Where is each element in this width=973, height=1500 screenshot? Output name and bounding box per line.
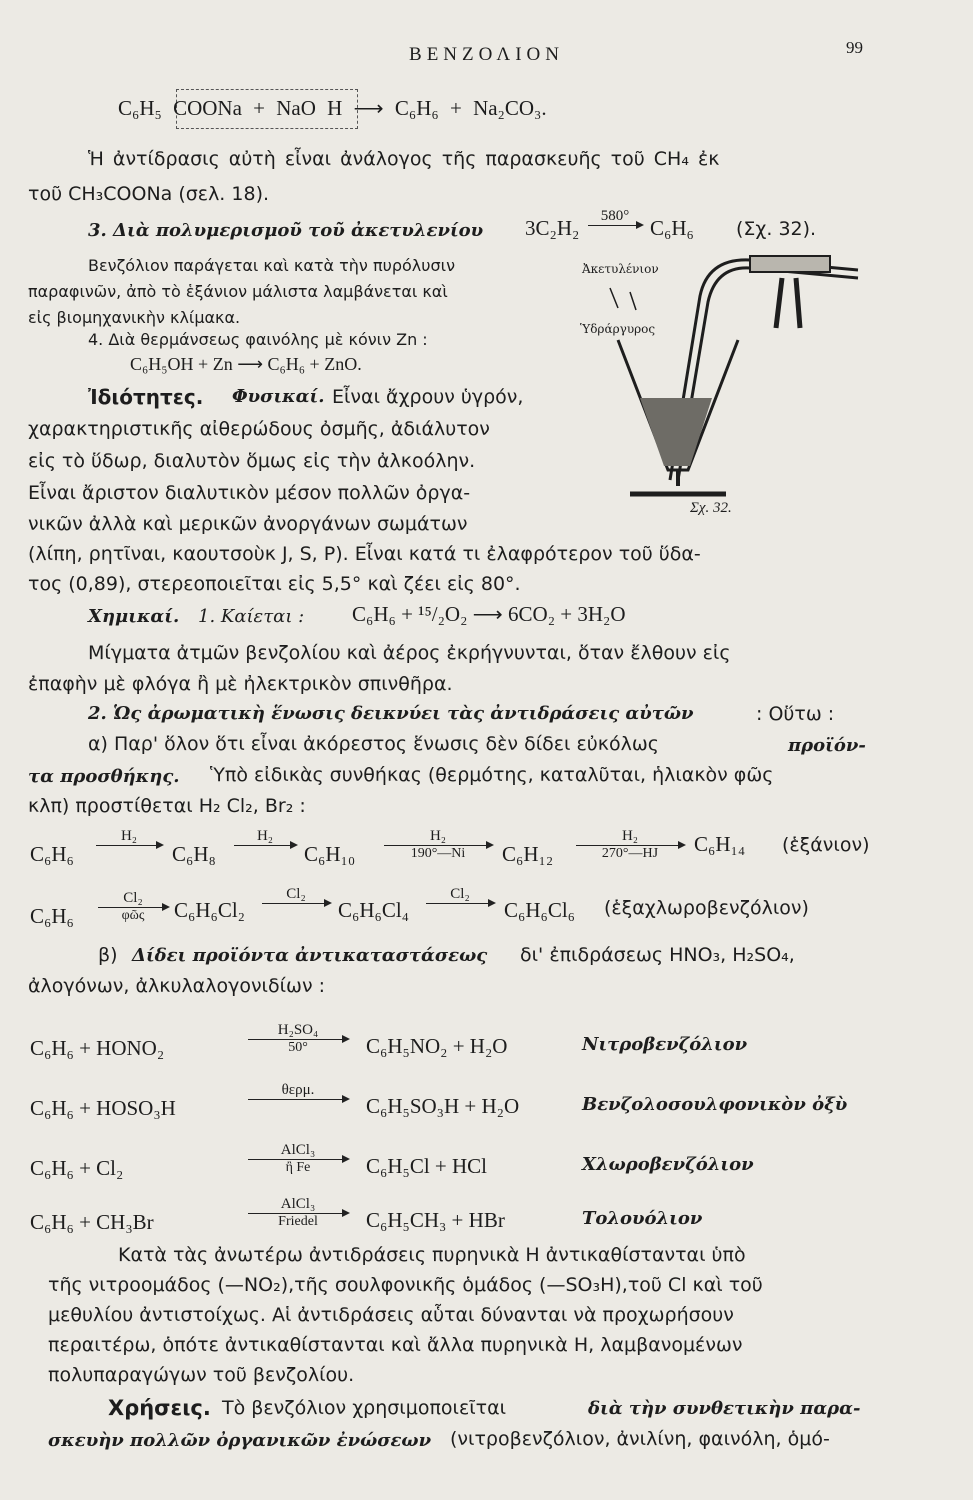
text-line: (λίπη, ρητῖναι, καουτσοὺκ J, S, P). Εἶναι κατά τι ἐλαφρότερον τοῦ ὕδα- <box>28 543 701 565</box>
arrow-line <box>248 1099 348 1100</box>
page-number: 99 <box>846 38 863 57</box>
arrow-line <box>248 1039 348 1040</box>
text-line: (νιτροβενζόλιον, ἀνιλίνη, φαινόλη, ὁμό- <box>450 1428 830 1450</box>
text-line: τῆς νιτροομάδος (—NO₂),τῆς σουλφονικῆς ὁμάδος (—SO₃H),τοῦ Cl καὶ τοῦ <box>48 1274 763 1296</box>
reaction-arrow <box>248 1196 348 1230</box>
reaction-arrow <box>234 828 296 846</box>
properties-heading: Ἰδιότητες. <box>88 385 204 409</box>
text-line: ἀλογόνων, ἀλκυλαλογονιδίων : <box>28 975 326 997</box>
text-line: τος (0,89), στερεοποιεῖται εἰς 5,5° καὶ ζέει εἰς 80°. <box>28 573 521 595</box>
arrow-condition: H₂SO₄ <box>277 1022 319 1038</box>
text-line: εἰς τὸ ὕδωρ, διαλυτὸν ὅμως εἰς τὴν ἀλκοόλην. <box>28 450 476 472</box>
benzene-formula: C₆H₆ <box>650 216 694 240</box>
reaction-arrow <box>98 890 168 924</box>
chemical-subheading: Χημικαί. <box>88 606 180 627</box>
running-head: ΒΕΝΖΟΛΙΟΝ <box>409 44 564 65</box>
text-line: Ὑπὸ εἰδικὰς συνθήκας (θερμότης, καταλῦται, ἡλιακὸν φῶς <box>210 764 774 786</box>
arrow-line <box>384 845 492 846</box>
text-line: ἐπαφὴν μὲ φλόγα ἢ μὲ ἠλεκτρικὸν σπινθῆρα. <box>28 673 453 695</box>
text-line: τοῦ CH₃COONa (σελ. 18). <box>28 183 270 205</box>
product-name: Τολουόλιον <box>582 1208 703 1229</box>
product-name: Χλωροβενζόλιον <box>582 1154 754 1175</box>
arrow-condition: AlCl₃ <box>280 1196 316 1212</box>
reactants: C₆H₆ + CH₃Br <box>30 1210 154 1234</box>
reactants: C₆H₆ + HONO₂ <box>30 1036 165 1060</box>
text-line: χαρακτηριστικῆς αἰθερώδους ὀσμῆς, ἀδιάλυτον <box>28 418 490 440</box>
products: C₆H₅SO₃H + H₂O <box>366 1094 520 1118</box>
products: C₆H₅Cl + HCl <box>366 1154 488 1178</box>
aromatic-heading: 2. Ὡς ἀρωματικὴ ἕνωσις δεικνύει τὰς ἀντιδράσεις αὐτῶν <box>88 703 694 724</box>
product-name: Νιτροβενζόλιον <box>582 1034 748 1055</box>
text-line: κλπ) προστίθεται H₂ Cl₂, Br₂ : <box>28 795 306 817</box>
arrow-condition: Cl₂ <box>286 886 306 902</box>
formula: C₆H₈ <box>172 842 216 866</box>
figure-reference: (Σχ. 32). <box>736 218 817 240</box>
arrow-catalyst: ἢ Fe <box>285 1160 311 1175</box>
text-line: νικῶν ἀλλὰ καὶ μερικῶν ἀνοργάνων σωμάτων <box>28 513 468 535</box>
reactants: C₆H₆ + Cl₂ <box>30 1156 124 1180</box>
section-4-heading: 4. Διὰ θερμάνσεως φαινόλης μὲ κόνιν Zn : <box>88 330 428 349</box>
formula: C₆H₁₄ <box>694 832 746 856</box>
text-line: παραφινῶν, ἀπὸ τὸ ἑξάνιον μάλιστα λαμβάνεται καὶ <box>28 282 448 301</box>
arrow-catalyst: Friedel <box>278 1214 318 1229</box>
text-line: Τὸ βενζόλιον χρησιμοποιεῖται <box>222 1397 507 1419</box>
text-line: εἰς βιομηχανικὴν κλίμακα. <box>28 308 241 327</box>
substitution-products-term: Δίδει προϊόντα ἀντικαταστάσεως <box>132 945 488 966</box>
equation-sodium-benzoate: C₆H₅ COONa + NaO H ⟶ C₆H₆ + Na₂CO₃. <box>118 96 547 120</box>
arrow-condition: H₂ <box>621 828 639 844</box>
text-line: β) <box>98 944 118 966</box>
arrow-line <box>576 845 684 846</box>
arrow-condition: H₂ <box>120 828 138 844</box>
text-line: Εἶναι ἄριστον διαλυτικὸν μέσον πολλῶν ὀργα- <box>28 482 471 504</box>
reaction-arrow <box>248 1022 348 1056</box>
text-line: πολυπαραγώγων τοῦ βενζολίου. <box>48 1364 355 1386</box>
compound-name: (ἑξάνιον) <box>782 834 870 856</box>
addition-products-term: προϊόν- <box>788 735 866 756</box>
reaction-arrow <box>588 208 642 226</box>
arrow-condition: θερμ. <box>281 1082 315 1098</box>
physical-subheading: Φυσικαί. <box>232 386 325 407</box>
reaction-arrow <box>576 828 684 862</box>
apparatus-drawing <box>610 256 858 494</box>
arrow-condition: 580° <box>600 208 630 224</box>
arrow-line <box>248 1213 348 1214</box>
furnace-tube <box>750 256 830 272</box>
arrow-line <box>426 903 494 904</box>
uses-heading: Χρήσεις. <box>108 1396 211 1420</box>
arrow-condition: Cl₂ <box>123 890 143 906</box>
reaction-arrow <box>248 1082 348 1100</box>
arrow-line <box>96 845 162 846</box>
synthesis-term: σκευὴν πολλῶν ὀργανικῶν ἐνώσεων <box>48 1430 432 1451</box>
formula: C₆H₆ <box>30 842 74 866</box>
reaction-arrow <box>384 828 492 862</box>
arrow-line <box>98 907 168 908</box>
figure-label-acetylene: Ἀκετυλένιον <box>582 262 659 276</box>
arrow-catalyst: φῶς <box>121 908 145 923</box>
formula: C₆H₆Cl₄ <box>338 898 409 922</box>
arrow-condition: AlCl₃ <box>280 1142 316 1158</box>
text-line: Ἡ ἀντίδρασις αὐτὴ εἶναι ἀνάλογος τῆς παρασκευῆς τοῦ CH₄ ἐκ <box>88 148 720 170</box>
arrow-condition: Cl₂ <box>450 886 470 902</box>
equation-phenol-zinc: C₆H₅OH + Zn ⟶ C₆H₆ + ZnO. <box>130 354 362 374</box>
arrow-condition: H₂ <box>256 828 274 844</box>
text-line: Κατὰ τὰς ἀνωτέρω ἀντιδράσεις πυρηνικὰ H ἀντικαθίστανται ὑπὸ <box>118 1244 746 1266</box>
clamp-stand <box>776 278 800 328</box>
arrow-catalyst: 190°—Ni <box>410 846 466 861</box>
text-line: δι' ἐπιδράσεως HNO₃, H₂SO₄, <box>520 944 795 966</box>
reactants: C₆H₆ + HOSO₃H <box>30 1096 176 1120</box>
combustion-heading: 1. Καίεται : <box>198 606 305 627</box>
products: C₆H₅NO₂ + H₂O <box>366 1034 508 1058</box>
formula: C₆H₆Cl₂ <box>174 898 245 922</box>
text-line: περαιτέρω, ὁπότε ἀντικαθίστανται καὶ ἄλλα πυρηνικὰ H, λαμβανομένων <box>48 1334 743 1356</box>
gas-tube-inner <box>678 268 858 480</box>
section-3-heading: 3. Διὰ πολυμερισμοῦ τοῦ ἀκετυλενίου <box>88 220 484 241</box>
reaction-arrow <box>96 828 162 846</box>
arrow-line <box>262 903 330 904</box>
text-line: Μίγματα ἀτμῶν βενζολίου καὶ ἀέρος ἐκρήγνυνται, ὅταν ἔλθουν εἰς <box>88 642 731 664</box>
text-line: Βενζόλιον παράγεται καὶ κατὰ τὴν πυρόλυσιν <box>88 256 455 275</box>
acetylene-formula: 3C₂H₂ <box>525 216 580 240</box>
figure-apparatus-diagram <box>600 248 870 508</box>
compound-name: (ἑξαχλωροβενζόλιον) <box>604 897 809 919</box>
synthesis-term: διὰ τὴν συνθετικὴν παρα- <box>588 1398 861 1419</box>
figure-label-mercury: Ὑδράργυρος <box>580 322 656 336</box>
arrow-line <box>248 1159 348 1160</box>
text-line: μεθυλίου ἀντιστοίχως. Αἱ ἀντιδράσεις αὗται δύνανται νὰ προχωρήσουν <box>48 1304 734 1326</box>
reaction-arrow <box>262 886 330 904</box>
formula: C₆H₁₂ <box>502 842 554 866</box>
text-line: Εἶναι ἄχρουν ὑγρόν, <box>332 386 524 408</box>
arrow-line <box>588 225 642 226</box>
text-line: : Οὕτω : <box>756 703 835 725</box>
text-line: α) Παρ' ὅλον ὅτι εἶναι ἀκόρεστος ἕνωσις δὲν δίδει εὐκόλως <box>88 733 659 755</box>
arrow-line <box>234 845 296 846</box>
formula: C₆H₁₀ <box>304 842 356 866</box>
arrow-catalyst: 270°—HJ <box>601 846 659 861</box>
arrow-catalyst: 50° <box>288 1040 308 1055</box>
reaction-arrow <box>426 886 494 904</box>
formula: C₆H₆Cl₆ <box>504 898 575 922</box>
formula: C₆H₆ <box>30 904 74 928</box>
reaction-arrow <box>248 1142 348 1176</box>
label-pointer <box>610 288 636 310</box>
figure-caption: Σχ. 32. <box>690 500 732 516</box>
addition-products-term: τα προσθήκης. <box>28 766 180 787</box>
product-name: Βενζολοσουλφονικὸν ὀξὺ <box>582 1094 848 1115</box>
equation-combustion: C₆H₆ + ¹⁵/₂O₂ ⟶ 6CO₂ + 3H₂O <box>352 602 626 626</box>
arrow-condition: H₂ <box>429 828 447 844</box>
products: C₆H₅CH₃ + HBr <box>366 1208 505 1232</box>
